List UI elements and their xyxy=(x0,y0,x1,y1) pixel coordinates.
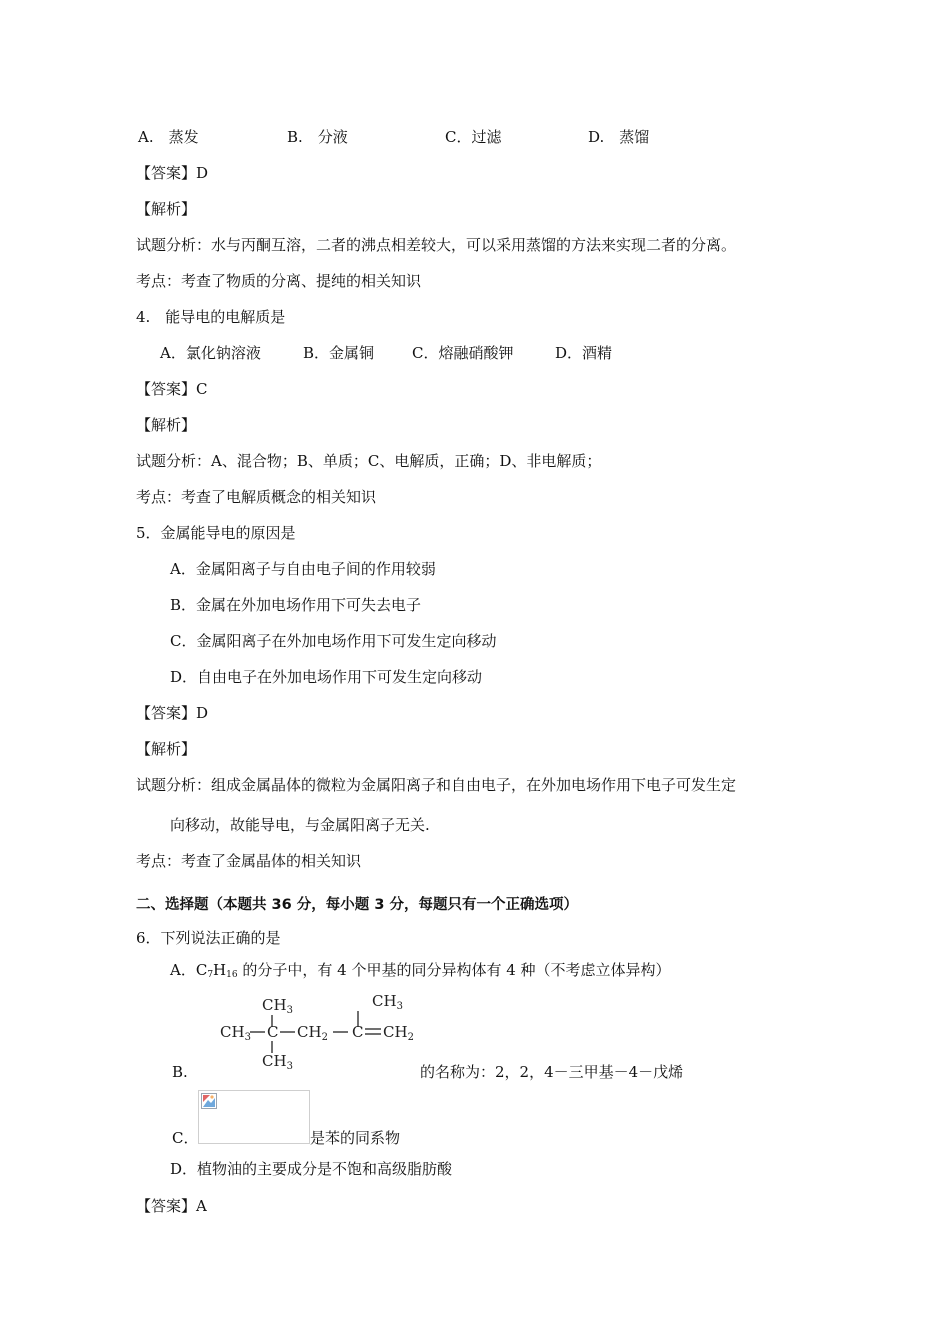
q4-analysis-heading: 【解析】 xyxy=(136,416,197,434)
formula-top-ch3-right: $CH_3$ xyxy=(372,995,403,1012)
q3-key-point: 考点：考查了物质的分离、提纯的相关知识 xyxy=(136,272,422,290)
broken-image-placeholder xyxy=(198,1090,310,1144)
q3-analysis-heading: 【解析】 xyxy=(136,200,197,218)
q4-option-d: D．酒精 xyxy=(555,344,613,362)
q5-option-a: A．金属阳离子与自由电子间的作用较弱 xyxy=(170,560,436,578)
q3-analysis-text: 试题分析：水与丙酮互溶，二者的沸点相差较大，可以采用蒸馏的方法来实现二者的分离。 xyxy=(136,236,737,254)
formula-left-ch3: $CH_3$ xyxy=(220,1023,251,1043)
q4-analysis-text: 试题分析：A、混合物；B、单质；C、电解质，正确；D、非电解质； xyxy=(136,452,602,470)
formula-quaternary-c: C xyxy=(267,1023,279,1041)
q4-option-b: B．金属铜 xyxy=(303,344,375,362)
q6-option-c-text: 是苯的同系物 xyxy=(310,1129,401,1147)
broken-image-icon xyxy=(201,1093,217,1109)
q4-answer: 【答案】C xyxy=(136,380,208,398)
q5-key-point: 考点：考查了金属晶体的相关知识 xyxy=(136,852,362,870)
q6-option-a-h: H xyxy=(213,961,227,979)
q6-option-a-subscript-1: 7 xyxy=(207,970,214,980)
q6-option-a-subscript-2: 16 xyxy=(226,970,238,980)
structural-formula xyxy=(218,995,418,1070)
q6-stem: 6．下列说法正确的是 xyxy=(136,929,281,947)
q6-option-a-rest: 的分子中，有 4 个甲基的同分异构体有 4 种（不考虑立体异构） xyxy=(237,961,671,979)
q5-stem: 5．金属能导电的原因是 xyxy=(136,524,296,542)
q3-option-a: A. 蒸发 xyxy=(138,128,199,146)
q6-option-b-label: B. xyxy=(172,1063,188,1081)
q6-option-c-label: C． xyxy=(172,1129,199,1147)
section-title: 二、选择题（本题共 36 分，每小题 3 分，每题只有一个正确选项） xyxy=(136,897,578,913)
q6-option-a xyxy=(170,960,671,985)
q3-answer: 【答案】D xyxy=(136,164,209,182)
formula-ch2: $CH_2$ xyxy=(297,1023,328,1043)
q6-option-a-prefix: A．C xyxy=(170,961,208,979)
formula-terminal-ch2: $CH_2$ xyxy=(383,1023,414,1043)
formula-top-ch3-left: $CH_3$ xyxy=(262,996,293,1016)
formula-alkene-c: C xyxy=(352,1023,364,1041)
q4-stem: 4. 能导电的电解质是 xyxy=(136,308,286,326)
q5-option-d: D．自由电子在外加电场作用下可发生定向移动 xyxy=(170,668,483,686)
q5-option-c: C．金属阳离子在外加电场作用下可发生定向移动 xyxy=(170,632,497,650)
q3-option-b: B. 分液 xyxy=(287,128,348,146)
q5-analysis-text-1: 试题分析：组成金属晶体的微粒为金属阳离子和自由电子，在外加电场作用下电子可发生定 xyxy=(136,776,737,794)
q4-option-a: A．氯化钠溶液 xyxy=(160,344,261,362)
q5-option-b: B．金属在外加电场作用下可失去电子 xyxy=(170,596,422,614)
q6-answer: 【答案】A xyxy=(136,1197,207,1215)
q6-option-b-text: 的名称为：2，2，4－三甲基－4－戊烯 xyxy=(420,1063,684,1081)
q3-option-c: C．过滤 xyxy=(445,128,502,146)
q5-analysis-heading: 【解析】 xyxy=(136,740,197,758)
q5-answer: 【答案】D xyxy=(136,704,209,722)
q5-analysis-text-2: 向移动，故能导电，与金属阳离子无关. xyxy=(170,816,430,834)
q4-key-point: 考点：考查了电解质概念的相关知识 xyxy=(136,488,377,506)
q6-option-d: D．植物油的主要成分是不饱和高级脂肪酸 xyxy=(170,1160,453,1178)
q4-option-c: C．熔融硝酸钾 xyxy=(412,344,514,362)
q3-option-d: D. 蒸馏 xyxy=(588,128,650,146)
formula-bottom-ch3: $CH_3$ xyxy=(262,1052,293,1070)
